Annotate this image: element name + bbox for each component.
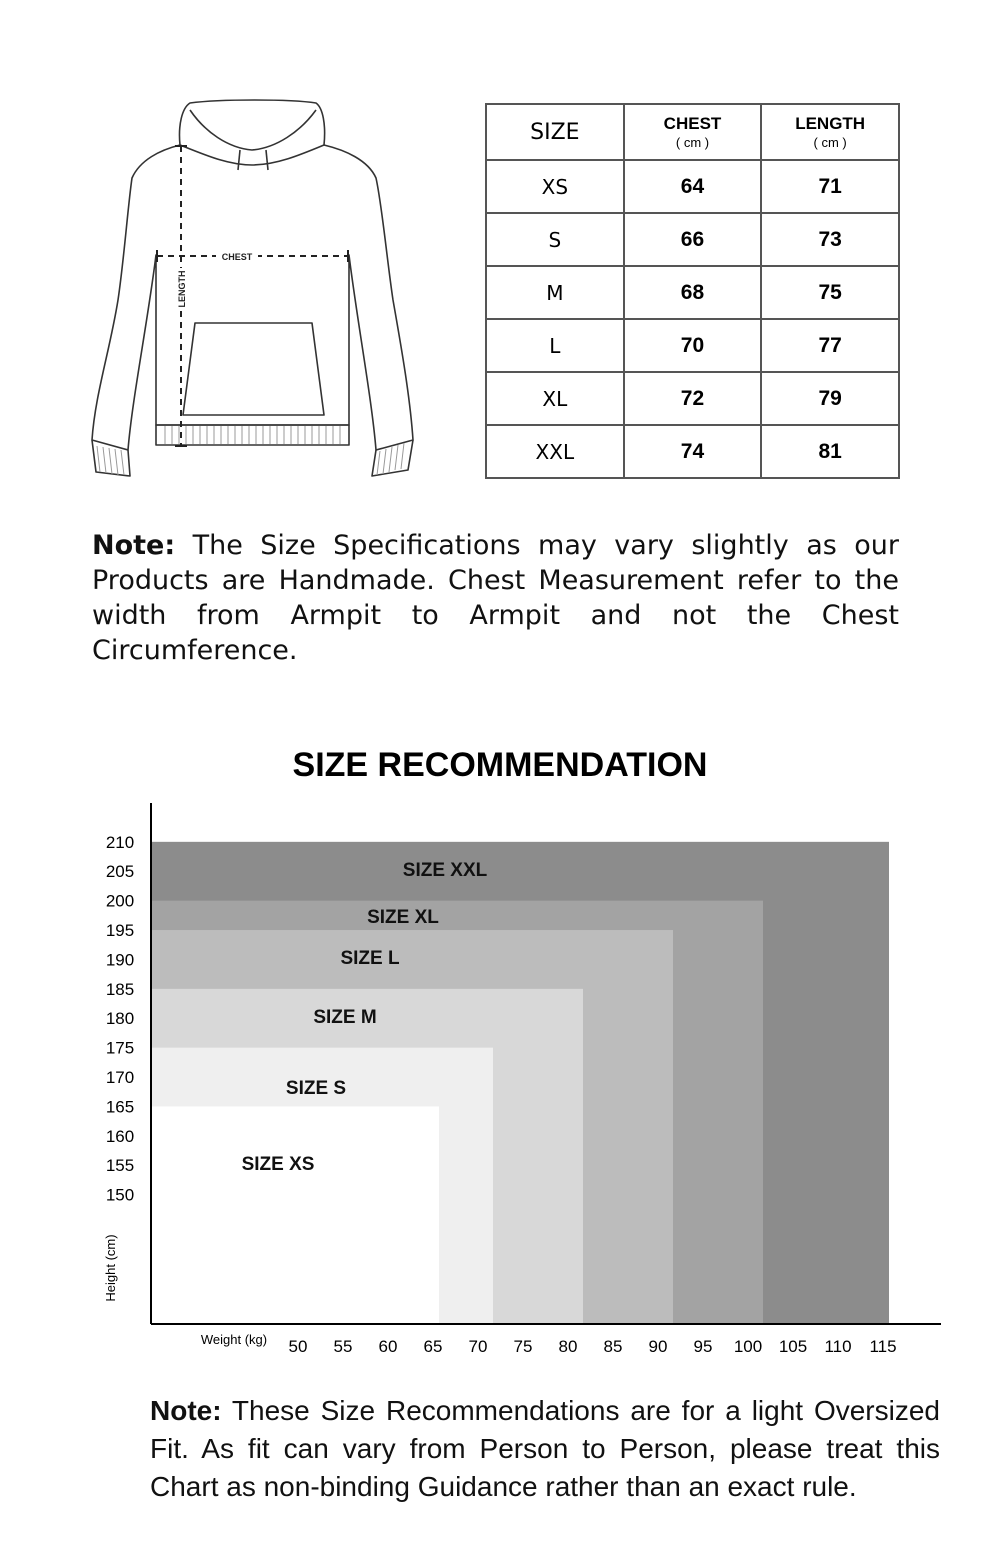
- chest-cell: 72: [624, 372, 762, 425]
- length-cell: 77: [761, 319, 899, 372]
- table-row: [486, 372, 899, 425]
- length-label: LENGTH: [177, 270, 187, 308]
- y-tick-label: 165: [105, 1097, 135, 1117]
- x-tick-label: 65: [423, 1337, 443, 1356]
- x-tick-label: 55: [333, 1337, 353, 1356]
- chest-cell: 64: [624, 160, 762, 213]
- x-tick-label: 115: [869, 1337, 897, 1356]
- size-cell: XS: [486, 160, 624, 213]
- length-cell: 81: [761, 425, 899, 478]
- size-table: [485, 103, 900, 479]
- x-tick-label: 90: [648, 1337, 668, 1356]
- table-row: [486, 266, 899, 319]
- spec-note-label: Note:: [92, 530, 176, 561]
- y-tick-label: 155: [105, 1156, 135, 1176]
- chest-cell: 74: [624, 425, 762, 478]
- header-length-label: LENGTH: [795, 114, 866, 133]
- table-row: [486, 319, 899, 372]
- x-tick-label: 70: [468, 1337, 488, 1356]
- chest-cell: 66: [624, 213, 762, 266]
- length-cell: 75: [761, 266, 899, 319]
- x-tick-label: 50: [288, 1337, 308, 1356]
- y-tick-label: 200: [105, 891, 135, 911]
- y-tick-label: 210: [105, 832, 135, 852]
- size-cell: M: [486, 266, 624, 319]
- header-length-unit: ( cm ): [813, 135, 847, 150]
- y-tick-label: 170: [105, 1068, 135, 1088]
- x-tick-label: 85: [603, 1337, 623, 1356]
- band-label-size-s: SIZE S: [285, 1078, 347, 1099]
- size-cell: S: [486, 213, 624, 266]
- size-cell: XL: [486, 372, 624, 425]
- y-tick-label: 185: [105, 979, 135, 999]
- x-tick-label: 75: [513, 1337, 533, 1356]
- table-row: [486, 160, 899, 213]
- size-recommendation-chart: [0, 795, 1000, 1365]
- length-cell: 73: [761, 213, 899, 266]
- band-label-size-m: SIZE M: [313, 1007, 377, 1028]
- recommendation-note-label: Note:: [150, 1395, 222, 1426]
- spec-note: [92, 528, 899, 668]
- y-tick-label: 175: [105, 1038, 135, 1058]
- y-tick-label: 150: [105, 1185, 135, 1205]
- header-chest: [624, 104, 762, 160]
- y-axis-label: Height (cm): [103, 1234, 118, 1302]
- x-tick-label: 95: [693, 1337, 713, 1356]
- y-tick-label: 195: [105, 921, 135, 941]
- band-label-size-xxl: SIZE XXL: [402, 860, 488, 881]
- recommendation-note-text: These Size Recommendations are for a light Oversized Fit. As fit can vary from Person to Person, please treat this Chart as non-binding Guidance rather than an exact rule.: [150, 1395, 940, 1502]
- chest-label: CHEST: [221, 252, 253, 262]
- header-chest-label: CHEST: [663, 114, 722, 133]
- length-cell: 79: [761, 372, 899, 425]
- x-axis-label: Weight (kg): [200, 1332, 268, 1347]
- y-tick-label: 205: [105, 862, 135, 882]
- length-cell: 71: [761, 160, 899, 213]
- chest-cell: 70: [624, 319, 762, 372]
- table-row: [486, 213, 899, 266]
- band-label-size-xs: SIZE XS: [241, 1154, 315, 1175]
- y-tick-label: 160: [105, 1126, 135, 1146]
- x-tick-label: 80: [558, 1337, 578, 1356]
- band-label-size-xl: SIZE XL: [367, 907, 439, 928]
- size-band-size-xs: [151, 1106, 439, 1324]
- size-cell: XXL: [486, 425, 624, 478]
- band-label-size-l: SIZE L: [340, 948, 400, 969]
- spec-note-text: The Size Specifications may vary slightly as our Products are Handmade. Chest Measurement refer to the width from Armpit to Armpit and not the Chest Circumference.: [92, 530, 899, 666]
- y-tick-label: 190: [105, 950, 135, 970]
- table-header-row: [486, 104, 899, 160]
- size-cell: L: [486, 319, 624, 372]
- y-tick-label: 180: [105, 1009, 135, 1029]
- x-tick-label: 60: [378, 1337, 398, 1356]
- header-size: SIZE: [486, 104, 624, 160]
- header-chest-unit: ( cm ): [675, 135, 710, 150]
- table-row: [486, 425, 899, 478]
- header-length: [761, 104, 899, 160]
- chest-cell: 68: [624, 266, 762, 319]
- x-tick-label: 105: [778, 1337, 808, 1356]
- recommendation-note: [150, 1392, 940, 1506]
- x-tick-label: 100: [733, 1337, 763, 1356]
- x-tick-label: 110: [824, 1337, 852, 1356]
- hoodie-diagram: [86, 98, 420, 480]
- recommendation-title: SIZE RECOMMENDATION: [292, 746, 708, 784]
